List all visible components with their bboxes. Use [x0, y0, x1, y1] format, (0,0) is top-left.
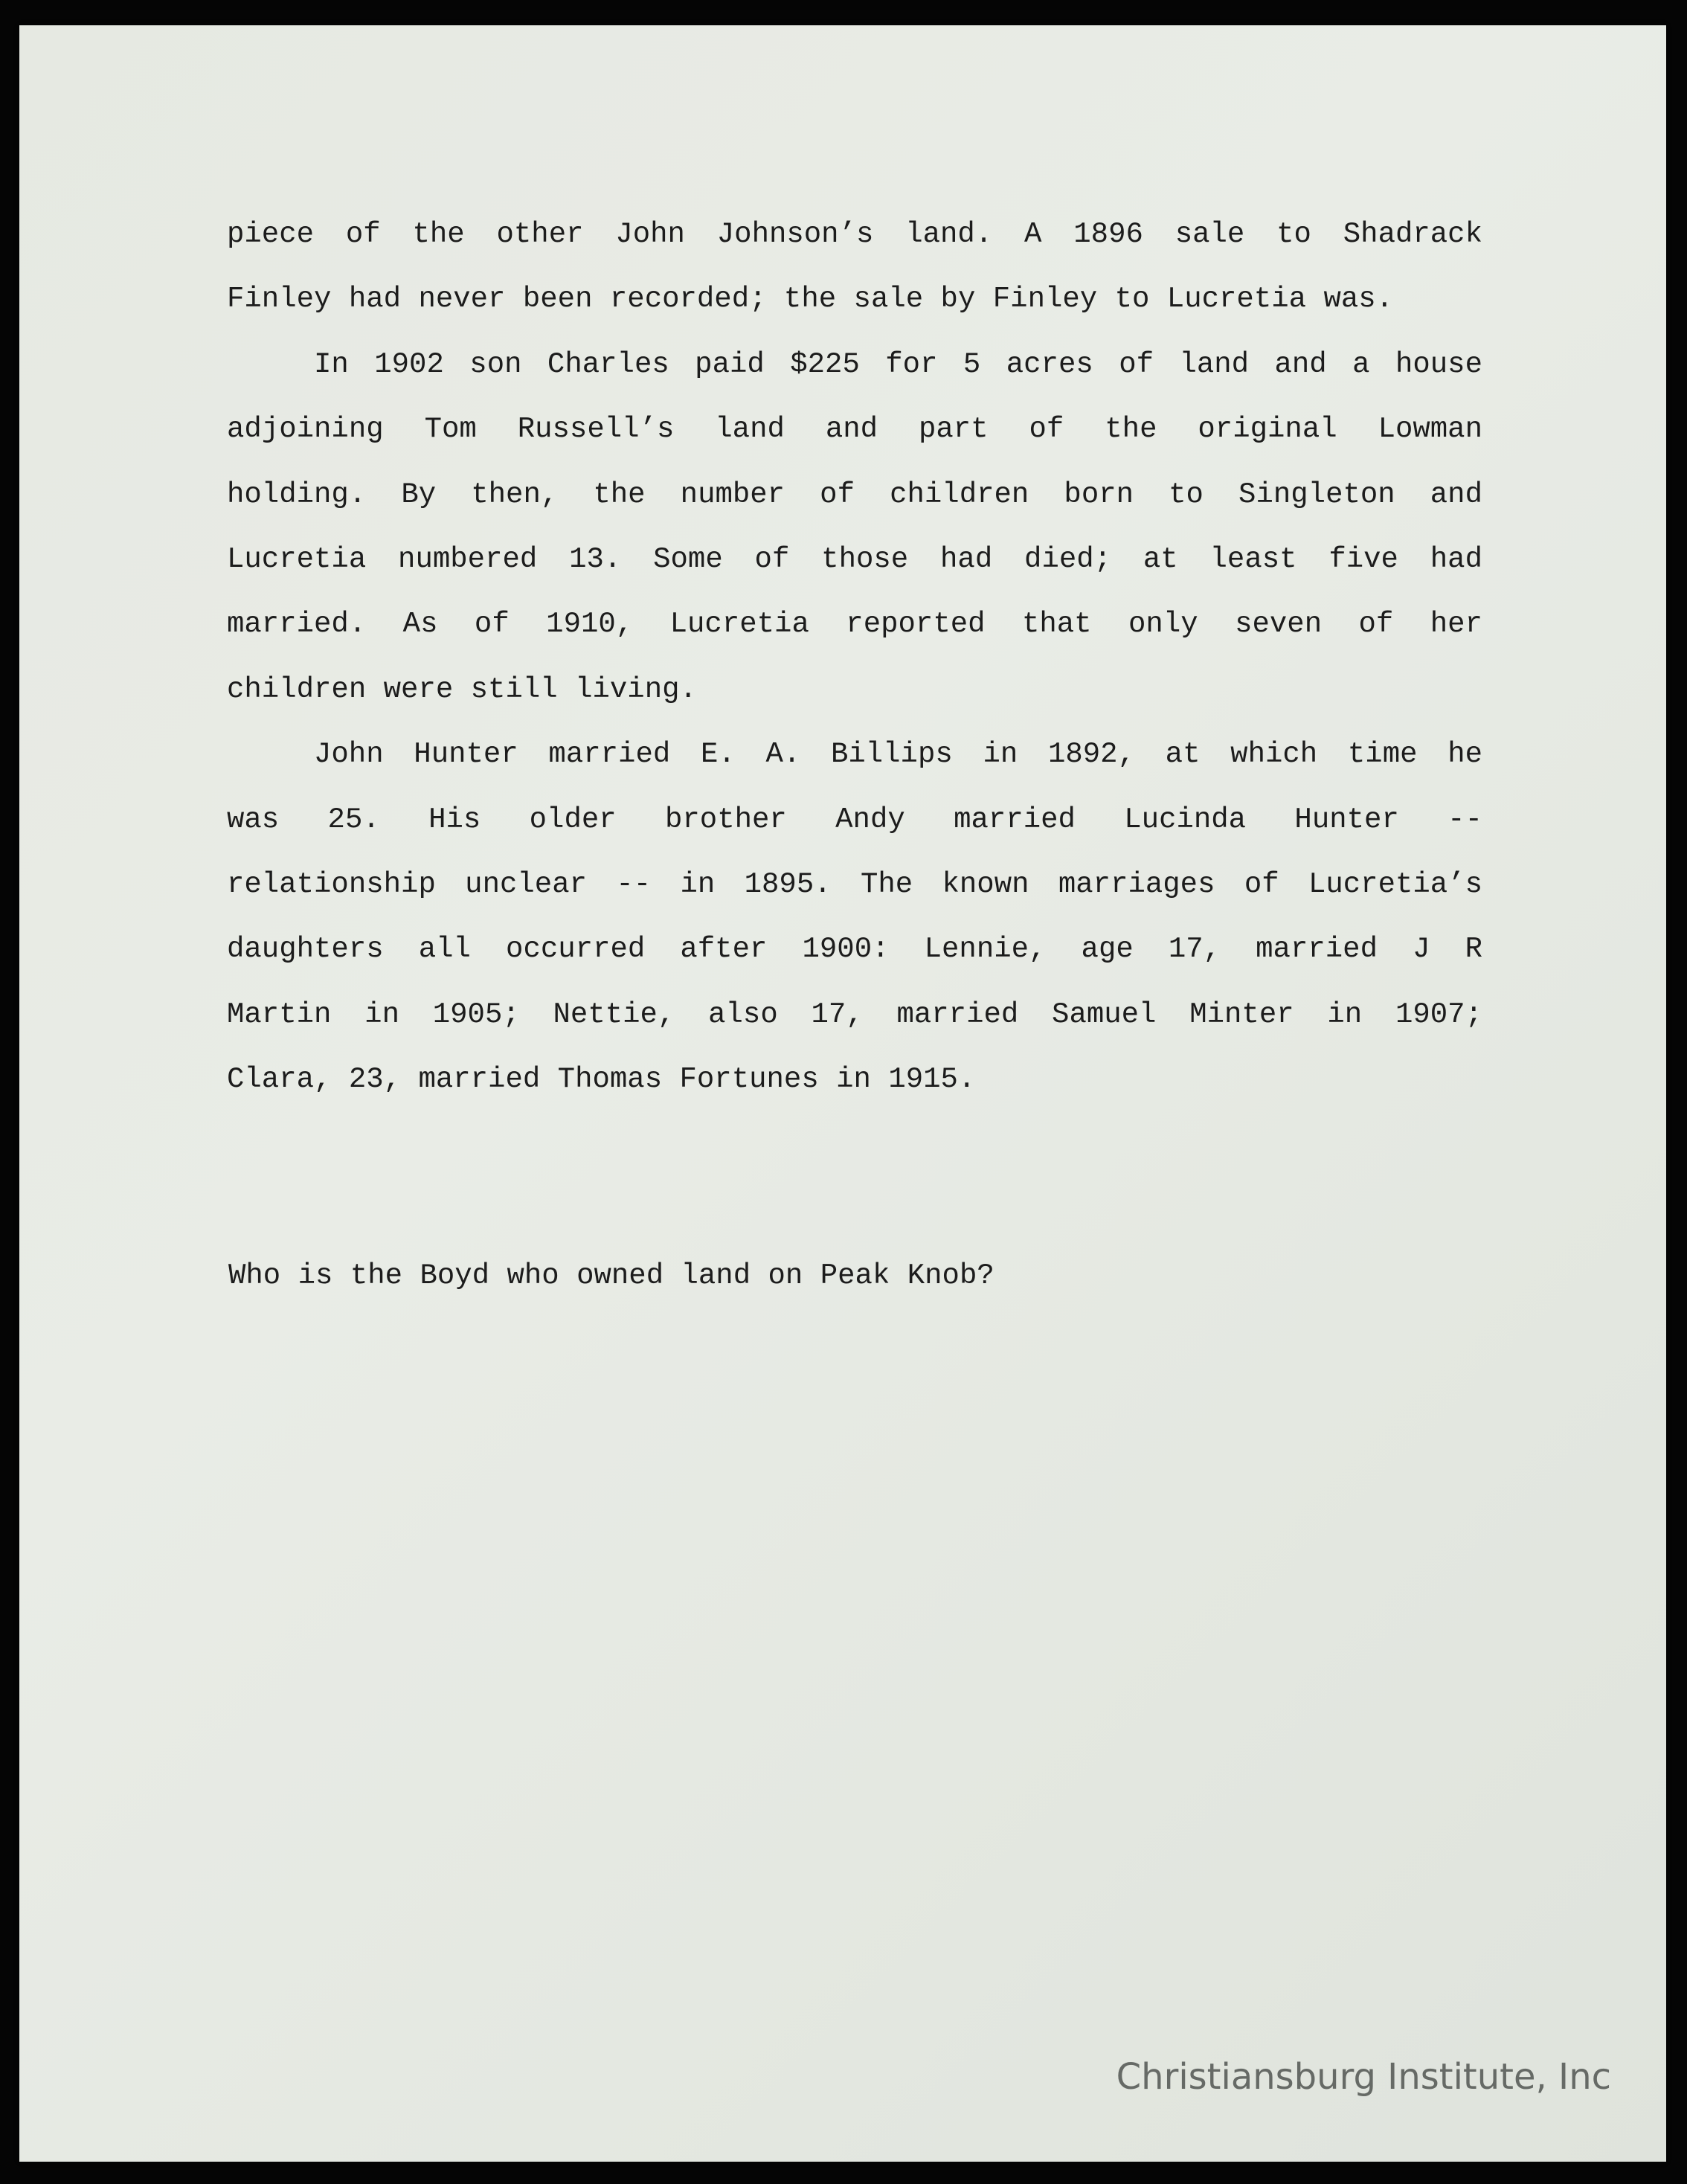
- text-line: was 25. His older brother Andy married Lucinda Hunter --: [227, 803, 1482, 836]
- text-line: daughters all occurred after 1900: Lennie, age 17, married J R: [227, 933, 1482, 966]
- text-line: children were still living.: [227, 672, 697, 706]
- body-text: [227, 213, 1482, 1122]
- text-line: Finley had never been recorded; the sale by Finley to Lucretia was.: [227, 283, 1394, 316]
- text-line: married. As of 1910, Lucretia reported that only seven of her: [227, 608, 1482, 641]
- watermark: Christiansburg Institute, Inc: [1116, 2056, 1611, 2098]
- text-line: Martin in 1905; Nettie, also 17, married Samuel Minter in 1907;: [227, 998, 1482, 1031]
- text-line: piece of the other John Johnson’s land. A 1896 sale to Shadrack: [227, 218, 1482, 251]
- text-line: Clara, 23, married Thomas Fortunes in 1915.: [227, 1063, 976, 1096]
- question-text: Who is the Boyd who owned land on Peak Knob?: [228, 1259, 994, 1292]
- text-line: relationship unclear -- in 1895. The known marriages of Lucretia’s: [227, 867, 1482, 901]
- text-line: holding. By then, the number of children born to Singleton and: [227, 478, 1482, 511]
- text-line: In 1902 son Charles paid $225 for 5 acres of land and a house: [314, 347, 1482, 381]
- text-line: Lucretia numbered 13. Some of those had died; at least five had: [227, 542, 1482, 576]
- text-line: John Hunter married E. A. Billips in 1892, at which time he: [314, 738, 1482, 771]
- text-line: adjoining Tom Russell’s land and part of the original Lowman: [227, 413, 1482, 446]
